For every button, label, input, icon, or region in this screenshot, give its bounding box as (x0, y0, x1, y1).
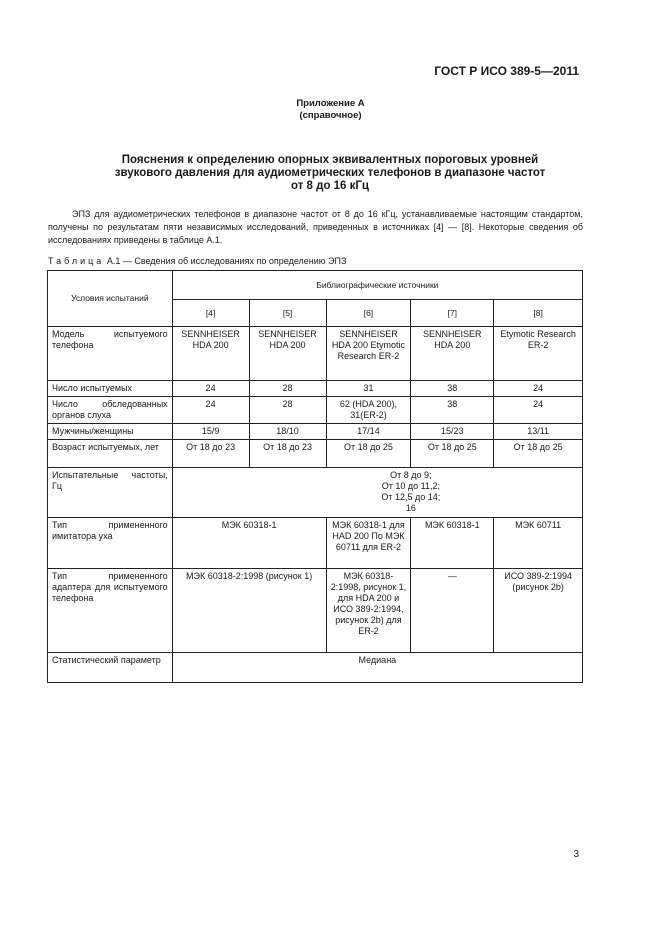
ref-cell: [6] (326, 300, 411, 327)
page-number: 3 (573, 849, 579, 860)
freq-line: От 8 до 9; (390, 470, 432, 480)
table-row (48, 653, 583, 683)
table-cell: МЭК 60711 (494, 518, 583, 569)
table-cell: 62 (HDA 200), 31(ER-2) (326, 397, 411, 424)
table-cell: 38 (411, 397, 494, 424)
table-cell: SENNHEISER HDA 200 Etymotic Research ER-2 (326, 327, 411, 381)
ref-cell: [7] (411, 300, 494, 327)
table-cell: 18/10 (249, 424, 326, 440)
ref-cell: [8] (494, 300, 583, 327)
document-code: ГОСТ Р ИСО 389-5—2011 (434, 64, 579, 78)
ref-cell: [4] (172, 300, 249, 327)
row-label: Число обследованных органов слуха (48, 397, 173, 424)
table-header-row (48, 271, 583, 300)
table-cell: 15/23 (411, 424, 494, 440)
table-cell: SENNHEISER HDA 200 (249, 327, 326, 381)
table-caption-word: Таблица (48, 256, 105, 266)
table-cell: 31 (326, 381, 411, 397)
table-cell: — (411, 569, 494, 653)
table-row (48, 518, 583, 569)
table-cell: МЭК 60318-1 (411, 518, 494, 569)
table-cell: МЭК 60318-2:1998 (рисунок 1) (172, 569, 326, 653)
table-cell-merged: Медиана (172, 653, 582, 683)
table-cell: 24 (172, 397, 249, 424)
table-cell: Etymotic Research ER-2 (494, 327, 583, 381)
freq-line: 16 (405, 503, 416, 513)
table-cell: 17/14 (326, 424, 411, 440)
row-label: Испытательные частоты, Гц (48, 468, 173, 518)
table-cell: 15/9 (172, 424, 249, 440)
table-cell: 28 (249, 397, 326, 424)
ref-cell: [5] (249, 300, 326, 327)
sources-header: Библиографические источники (172, 271, 582, 300)
row-label: Модель испытуемого телефона (48, 327, 173, 381)
table-cell: От 18 до 23 (172, 440, 249, 468)
freq-line: От 12,5 до 14; (381, 492, 441, 502)
row-label: Тип примененного адаптера для испытуемого телефона (48, 569, 173, 653)
section-title-line-3: от 8 до 16 кГц (290, 180, 369, 192)
row-label: Возраст испытуемых, лет (48, 440, 173, 468)
appendix-heading (0, 98, 661, 122)
table-cell: МЭК 60318-1 (172, 518, 326, 569)
table-cell: МЭК 60318-2:1998, рисунок 1, для HDA 200 и ИСО 389-2:1994, рисунок 2b) для ER-2 (326, 569, 411, 653)
studies-table (47, 270, 583, 683)
table-row (48, 381, 583, 397)
appendix-subtitle: (справочное) (299, 110, 362, 121)
table-cell: 24 (172, 381, 249, 397)
table-cell: От 18 до 25 (411, 440, 494, 468)
table-cell: МЭК 60318-1 для HAD 200 По МЭК 60711 для ER-2 (326, 518, 411, 569)
table-row (48, 440, 583, 468)
table-caption-text: А.1 — Сведения об исследованиях по определению ЭПЗ (106, 256, 347, 266)
table-cell: ИСО 389-2:1994 (рисунок 2b) (494, 569, 583, 653)
row-label: Число испытуемых (48, 381, 173, 397)
table-cell: 13/11 (494, 424, 583, 440)
row-label: Статистический параметр (48, 653, 173, 683)
conditions-header: Условия испытаний (48, 271, 173, 327)
table-cell: От 18 до 25 (494, 440, 583, 468)
freq-line: От 10 до 11,2; (381, 481, 440, 491)
table-row (48, 569, 583, 653)
table-row (48, 424, 583, 440)
table-caption (48, 256, 346, 266)
section-title-line-1: Пояснения к определению опорных эквивалентных пороговых уровней (121, 154, 539, 166)
table-row (48, 468, 583, 518)
row-label: Мужчины/женщины (48, 424, 173, 440)
intro-paragraph: ЭПЗ для аудиометрических телефонов в диапазоне частот от 8 до 16 кГц, устанавливаемые настоящим стандартом, получены по результатам пяти независимых исследований, приведенных в источниках [4] — [8]. Некоторые сведения об исследованиях приведены в таблице А.1. (48, 209, 583, 245)
table-cell: 28 (249, 381, 326, 397)
table-cell: От 18 до 23 (249, 440, 326, 468)
row-label: Тип примененного имитатора уха (48, 518, 173, 569)
table-cell: SENNHEISER HDA 200 (411, 327, 494, 381)
table-cell: 38 (411, 381, 494, 397)
section-title (80, 154, 580, 193)
section-title-line-2: звукового давления для аудиометрических телефонов в диапазоне частот (114, 167, 546, 179)
table-row (48, 327, 583, 381)
table-cell: SENNHEISER HDA 200 (172, 327, 249, 381)
table-cell: 24 (494, 381, 583, 397)
table-cell-merged (172, 468, 582, 518)
appendix-title: Приложение А (296, 98, 365, 109)
table-row (48, 397, 583, 424)
table-cell: 24 (494, 397, 583, 424)
table-cell: От 18 до 25 (326, 440, 411, 468)
